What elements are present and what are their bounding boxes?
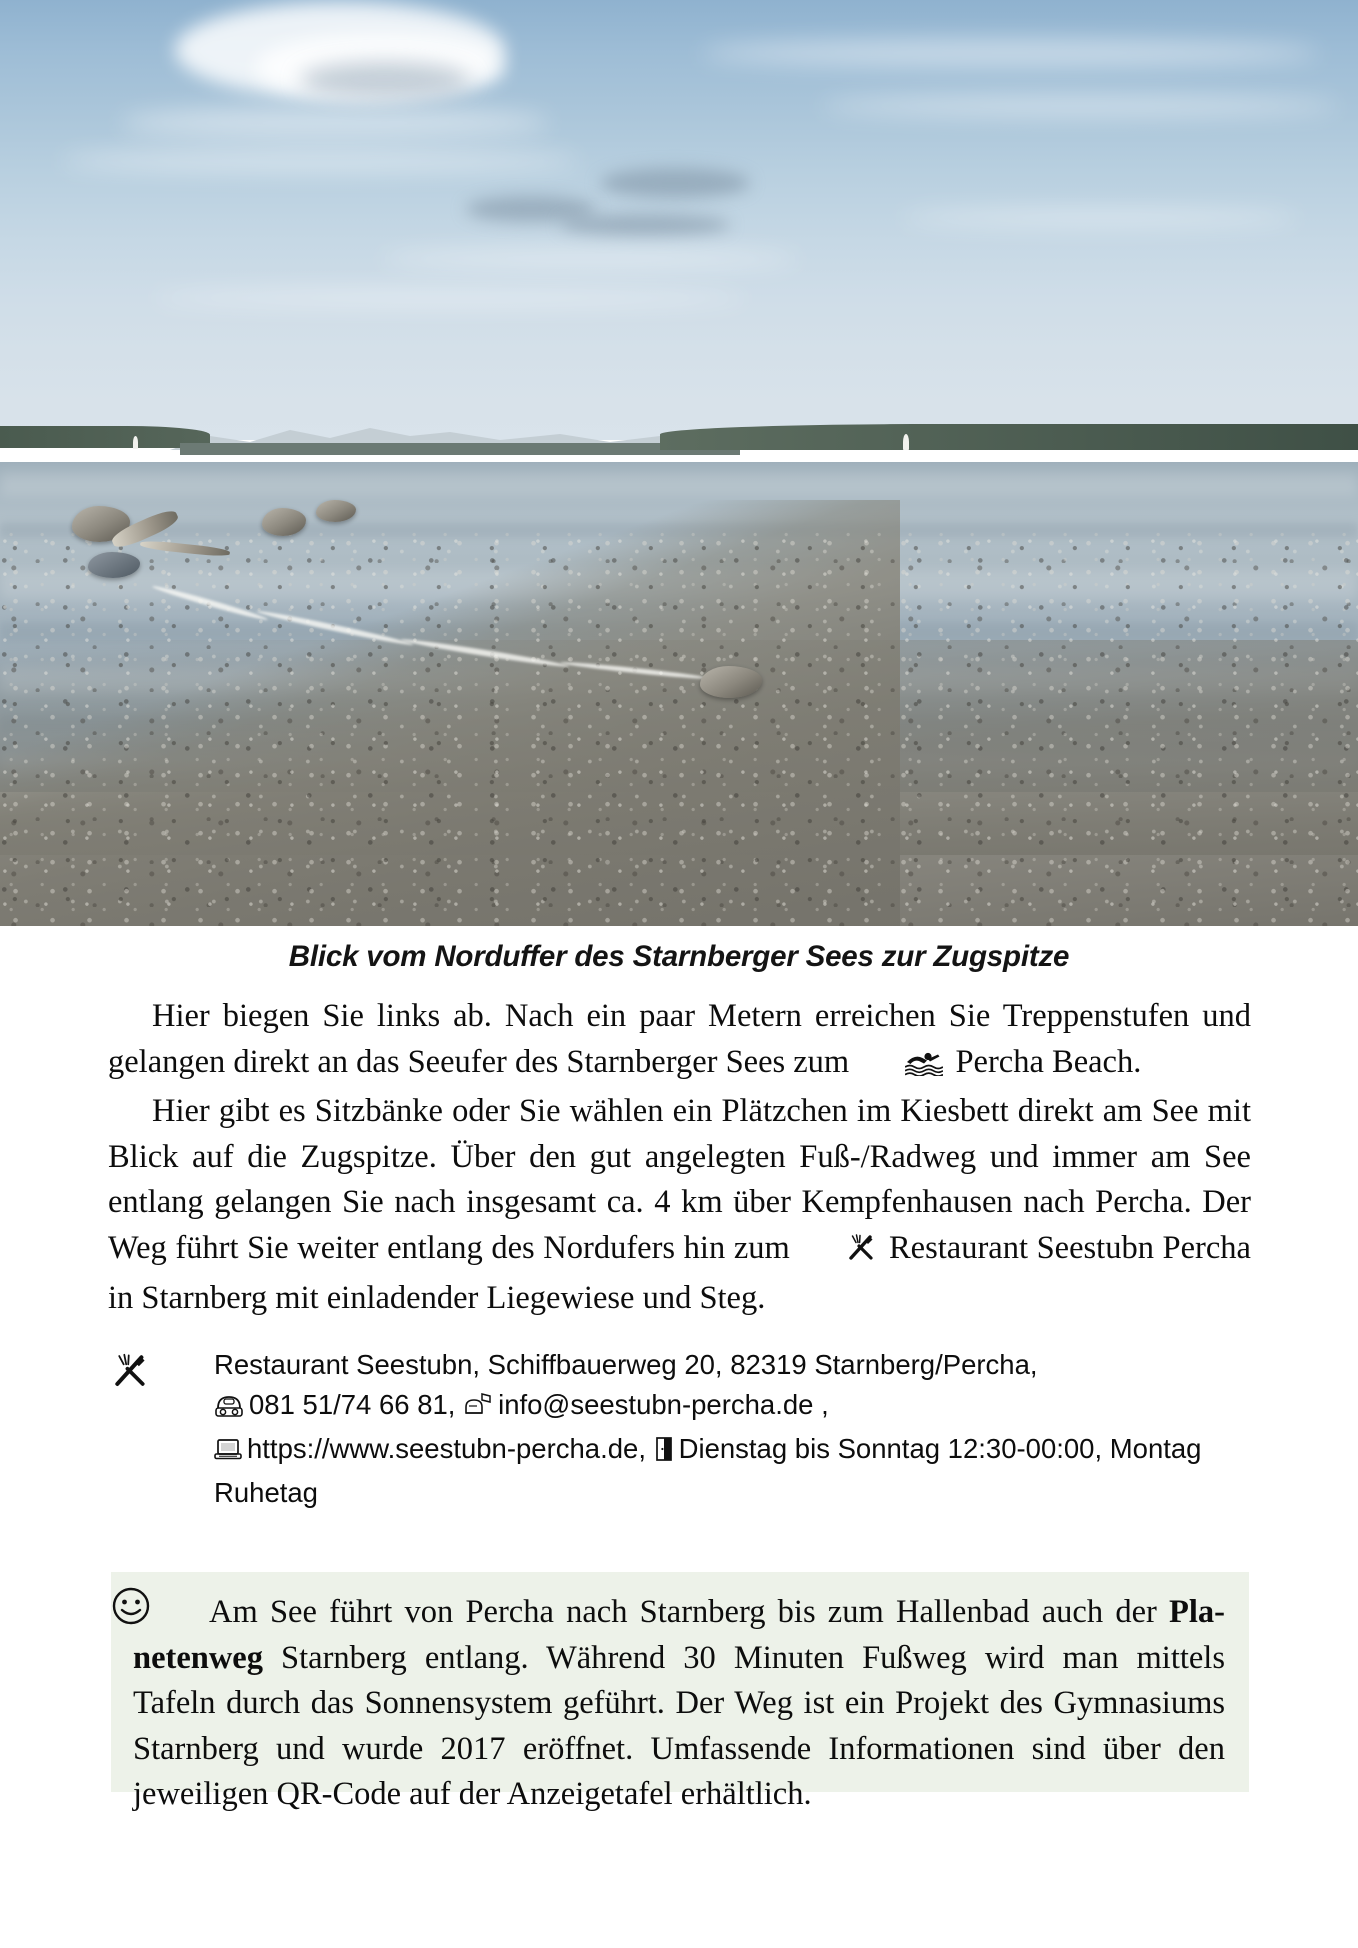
contact-address-line	[214, 1345, 1258, 1385]
tip-callout-box	[111, 1572, 1249, 1813]
contact-web-hours-line	[214, 1429, 1258, 1513]
sailboat	[903, 434, 909, 450]
far-shore-left	[0, 426, 210, 448]
cloud-shape	[700, 40, 1320, 66]
cutlery-icon	[802, 1230, 876, 1276]
tip-text-part-2: Starnberg entlang. Während 30 Minuten Fußweg wird man mittels Tafeln durch das Sonnensystem geführt. Der Weg ist ein Projekt des Gymnasiums Starnberg und wurde 2017 eröffnet. Umfassende Informationen sind über den jeweiligen QR-Code auf der Anzeigetafel erhältlich.	[133, 1639, 1225, 1813]
tip-inner	[111, 1572, 1249, 1818]
photo-caption: Blick vom Norduffer des Starnberger Sees zur Zugspitze	[288, 940, 1070, 973]
contact-website[interactable]: https://www.seestubn-percha.de,	[247, 1433, 646, 1464]
tip-bold-planetenweg: Pla-netenweg	[133, 1594, 1225, 1676]
tip-text-part-1: Am See führt von Percha nach Starnberg bis zum Hallenbad auch der	[209, 1594, 1170, 1630]
header-photo	[0, 0, 1358, 926]
paragraph-1-text-b: Percha Beach.	[947, 1043, 1142, 1080]
cutlery-icon	[108, 1351, 154, 1389]
water-sheen	[0, 472, 1358, 496]
cloud-shape	[900, 210, 1300, 226]
swimmer-icon	[861, 1044, 943, 1090]
main-body-text	[108, 994, 1251, 1321]
cloud-shape	[560, 214, 730, 236]
cloud-shape	[60, 150, 580, 172]
cloud-shape	[380, 250, 800, 268]
paragraph-directions	[108, 994, 1251, 1089]
telephone-icon	[214, 1389, 244, 1429]
cloud-shape	[150, 290, 750, 306]
cloud-shape	[120, 108, 550, 138]
contact-hours: Dienstag bis Sonntag 12:30-00:00, Montag Ruhetag	[214, 1433, 1202, 1508]
cloud-shape	[600, 168, 750, 198]
pebble-texture	[0, 520, 1358, 926]
contact-email[interactable]: info@seestubn-percha.de ,	[498, 1389, 829, 1420]
paragraph-1-text-a: Hier biegen Sie links ab. Nach ein paar Metern erreichen Sie Treppenstufen und gelangen direkt an das Seeufer des Starnberger Sees zum	[108, 998, 1251, 1080]
contact-phone-email-line	[214, 1385, 1258, 1429]
contact-address: Restaurant Seestubn, Schiffbauerweg 20, 82319 Starnberg/Percha,	[214, 1349, 1038, 1380]
contact-lines	[214, 1345, 1258, 1513]
mailbox-icon	[463, 1389, 493, 1429]
door-icon	[654, 1433, 674, 1473]
sailboat	[133, 436, 138, 449]
far-shore-right	[660, 424, 1358, 450]
laptop-icon	[214, 1433, 242, 1473]
paragraph-route	[108, 1089, 1251, 1321]
smiley-icon	[111, 1586, 151, 1626]
tip-paragraph	[133, 1590, 1225, 1818]
restaurant-contact-block	[108, 1345, 1258, 1513]
paragraph-2-text-b: Restaurant Seestubn Percha in Starnberg mit einladender Liegewiese und Steg.	[108, 1229, 1251, 1316]
cloud-shape	[820, 96, 1340, 116]
far-shore-center	[180, 443, 740, 455]
paragraph-2-text-a: Hier gibt es Sitzbänke oder Sie wählen ein Plätzchen im Kiesbett direkt am See mit Blick auf die Zugspitze. Über den gut angelegten Fuß-/Radweg und immer am See entlang gelangen Sie nach insgesamt ca. 4 km über Kempfenhausen nach Percha. Der Weg führt Sie weiter entlang des Nordufers hin zum	[108, 1093, 1251, 1266]
cloud-shape	[300, 62, 470, 98]
contact-phone[interactable]: 081 51/74 66 81,	[249, 1389, 456, 1420]
